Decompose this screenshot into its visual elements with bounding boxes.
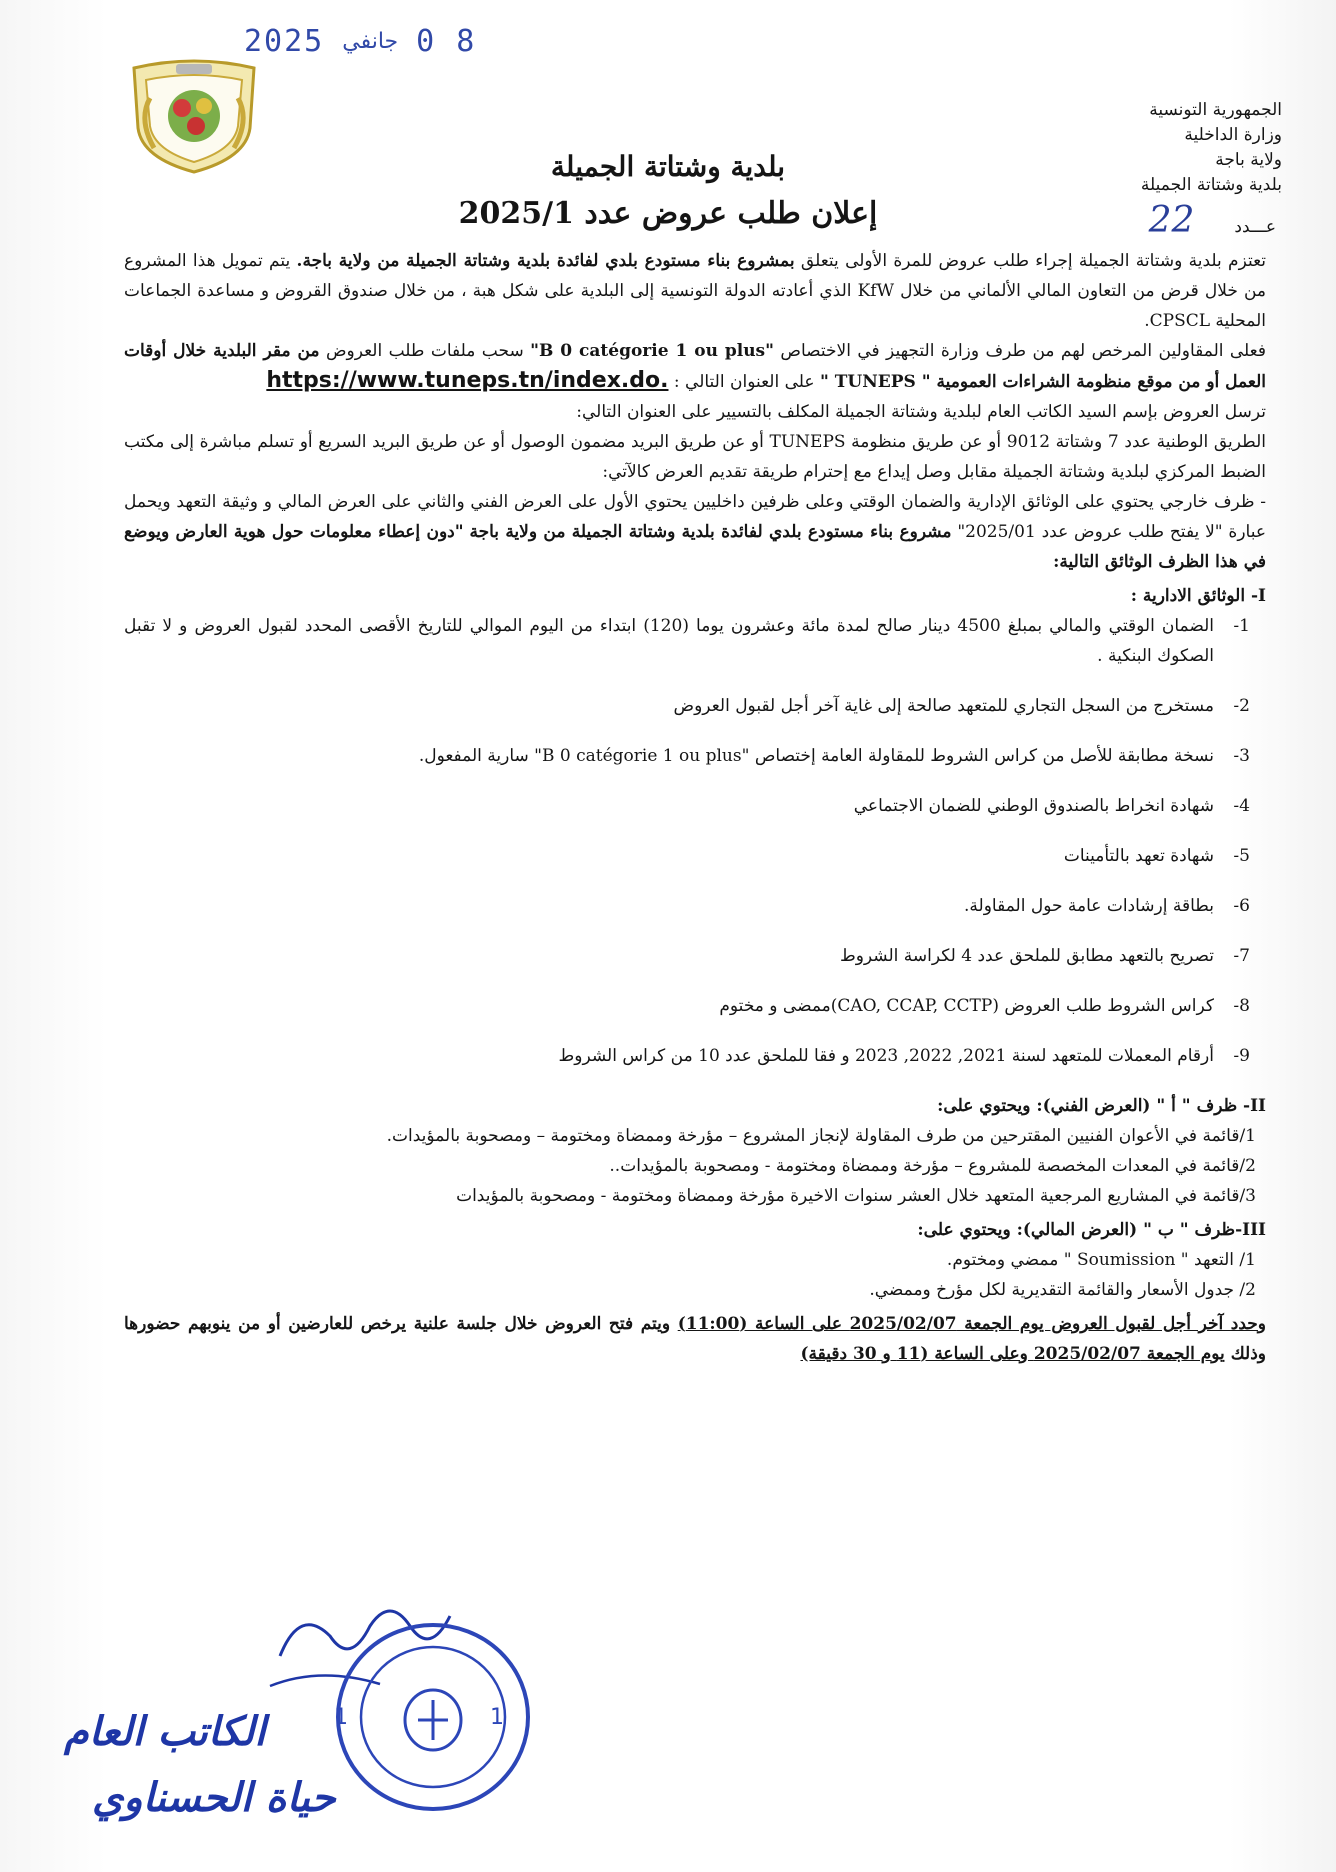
list-item: 5- شهادة تعهد بالتأمينات bbox=[1063, 846, 1250, 866]
seal-digit-right: 1 bbox=[490, 1705, 504, 1730]
financial-item-1: 1/ التعهد " Soumission " ممضي ومختوم. bbox=[946, 1250, 1256, 1270]
stamp-day: 0 8 bbox=[416, 24, 477, 59]
administrative-documents-list bbox=[124, 611, 1266, 1071]
document-body bbox=[124, 246, 1266, 1369]
deadline-paragraph bbox=[124, 1309, 1266, 1369]
sending-paragraph-1: ترسل العروض بإسم السيد الكاتب العام لبلدية وشتاتة الجميلة المكلف بالتسيير على العنوان التالي: bbox=[576, 402, 1266, 422]
envelope-paragraph bbox=[124, 487, 1266, 577]
header-governorate: ولاية باجة bbox=[1215, 150, 1282, 170]
opening-date: يوم الجمعة 2025/02/07 وعلى الساعة (11 و 30 دقيقة) bbox=[800, 1344, 1225, 1364]
withdrawal-location: من مقر البلدية خلال أوقات العمل أو من موقع منظومة الشراءات العمومية " TUNEPS " bbox=[124, 341, 1266, 392]
signature-block bbox=[52, 1700, 362, 1850]
envelope-project: مشروع بناء مستودع بلدي لفائدة بلدية وشتاتة الجميلة من ولاية باجة bbox=[469, 522, 952, 542]
intro-text-a: تعتزم بلدية وشتاتة الجميلة إجراء طلب عروض للمرة الأولى يتعلق bbox=[800, 251, 1267, 271]
document-title-municipality: بلدية وشتاتة الجميلة bbox=[550, 150, 786, 183]
category-label: "B 0 catégorie 1 ou plus" bbox=[530, 341, 774, 361]
document-title: إعلان طلب عروض عدد 2025/1 bbox=[458, 196, 878, 231]
header-country: الجمهورية التونسية bbox=[1149, 100, 1282, 120]
list-item: 9- أرقام المعملات للمتعهد لسنة 2021, 2022, 2023 و فقا للملحق عدد 10 من كراس الشروط bbox=[558, 1046, 1250, 1066]
government-header bbox=[1022, 98, 1282, 198]
reference-number: 22 bbox=[1148, 200, 1195, 241]
list-item: 8- كراس الشروط طلب العروض (CAO, CCAP, CCTP)ممضى و مختوم bbox=[719, 996, 1250, 1016]
intro-project-name: بمشروع بناء مستودع بلدي لفائدة بلدية وشتاتة الجميلة من ولاية باجة. bbox=[296, 251, 795, 271]
stamp-month: جانفي bbox=[342, 29, 399, 54]
section-1-title: I- الوثائق الادارية : bbox=[1130, 586, 1266, 606]
deadline-date: وحدد آخر أجل لقبول العروض يوم الجمعة 2025/02/07 على الساعة (11:00) bbox=[677, 1314, 1266, 1334]
withdrawal-text-b: سحب ملفات طلب العروض bbox=[325, 341, 524, 361]
opening-text: ويتم فتح العروض خلال جلسة علنية يرخص للعارضين أو من ينوبهم حضورها وذلك bbox=[124, 1314, 1266, 1364]
reference-label: عـــدد bbox=[1234, 217, 1276, 237]
technical-item-2: 2/قائمة في المعدات المخصصة للمشروع – مؤرخة وممضاة ومختومة - ومصحوبة بالمؤيدات.. bbox=[609, 1156, 1256, 1176]
list-item: 4- شهادة انخراط بالصندوق الوطني للضمان الاجتماعي bbox=[853, 796, 1250, 816]
technical-item-1: 1/قائمة في الأعوان الفنيين المقترحين من طرف المقاولة لإنجاز المشروع – مؤرخة وممضاة ومختومة – ومصحوبة بالمؤيدات. bbox=[386, 1126, 1256, 1146]
intro-funding: يتم تمويل هذا المشروع من خلال قرض من التعاون المالي الألماني من خلال KfW الذي أعادته الدولة التونسية إلى البلدية على شكل هبة ، من خلال صندوق القروض و مساعدة الجماعات المحلية CPSCL. bbox=[124, 251, 1267, 331]
withdrawal-text-a: فعلى المقاولين المرخص لهم من طرف وزارة التجهيز في الاختصاص bbox=[780, 341, 1267, 361]
financial-item-2: 2/ جدول الأسعار والقائمة التقديرية لكل مؤرخ وممضي. bbox=[869, 1280, 1256, 1300]
list-item: 6- بطاقة إرشادات عامة حول المقاولة. bbox=[964, 896, 1250, 916]
envelope-text-c: "دون إعطاء معلومات حول هوية العارض ويوضع في هذا الظرف الوثائق التالية: bbox=[124, 522, 1266, 572]
technical-item-3: 3/قائمة في المشاريع المرجعية المتعهد خلال العشر سنوات الاخيرة مؤرخة وممضاة ومختومة - ومصحوبة بالمؤيدات bbox=[456, 1186, 1256, 1206]
intro-paragraph bbox=[124, 246, 1266, 336]
envelope-text-a: - ظرف خارجي يحتوي على الوثائق الإدارية والضمان الوقتي وعلى ظرفين داخليين يحتوي الأول على العرض الفني والثاني على العرض المالي و وثيقة التعهد ويحمل عبارة "لا يفتح طلب عروض عدد 2025/01" bbox=[124, 492, 1266, 542]
tuneps-link[interactable]: https://www.tuneps.tn/index.do. bbox=[266, 368, 669, 393]
stamp-year: 2025 bbox=[244, 24, 325, 59]
list-item: 2- مستخرج من السجل التجاري للمتعهد صالحة إلى غاية آخر أجل لقبول العروض bbox=[673, 696, 1250, 716]
seal-digit-left: 1 bbox=[334, 1705, 348, 1730]
section-2-title: II- ظرف " أ " (العرض الفني): ويحتوي على: bbox=[937, 1096, 1266, 1116]
withdrawal-paragraph bbox=[124, 336, 1266, 397]
header-ministry: وزارة الداخلية bbox=[1184, 125, 1282, 145]
list-item: 7- تصريح بالتعهد مطابق للملحق عدد 4 لكراسة الشروط bbox=[840, 946, 1250, 966]
section-3-title: III-ظرف " ب " (العرض المالي): ويحتوي على: bbox=[917, 1220, 1266, 1240]
list-item: 3- نسخة مطابقة للأصل من كراس الشروط للمقاولة العامة إختصاص "B 0 catégorie 1 ou plus" سارية المفعول. bbox=[418, 746, 1250, 766]
header-municipality: بلدية وشتاتة الجميلة bbox=[1140, 175, 1282, 195]
signature-name: حياة الحسناوي bbox=[92, 1774, 336, 1821]
list-item: 1- الضمان الوقتي والمالي بمبلغ 4500 دينار صالح لمدة مائة وعشرون يوما (120) ابتداء من اليوم الموالي للتاريخ الأقصى المحدد لقبول العروض و لا تقبل الصكوك البنكية . bbox=[124, 616, 1250, 666]
signature-role: الكاتب العام bbox=[64, 1708, 266, 1755]
withdrawal-address-label: على العنوان التالي : bbox=[673, 372, 815, 392]
date-received-stamp bbox=[244, 24, 476, 59]
sending-paragraph-2: الطريق الوطنية عدد 7 وشتاتة 9012 أو عن طريق منظومة TUNEPS أو عن طريق البريد مضمون الوصول أو عن طريق البريد السريع أو تسلم مباشرة إلى مكتب الضبط المركزي لبلدية وشتاتة الجميلة مقابل وصل إيداع مع إحترام طريقة تقديم العرض كالآتي: bbox=[124, 432, 1267, 482]
